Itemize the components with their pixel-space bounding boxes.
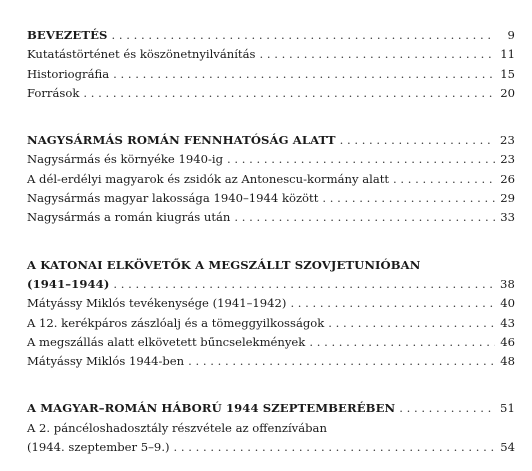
toc-page-number: 26 [500,171,515,186]
dot-leader [328,314,495,333]
toc-entry[interactable] [27,170,515,189]
toc-heading[interactable] [27,26,515,45]
toc-heading[interactable] [27,131,515,150]
toc-entry-label: A 2. páncéloshadosztály részvétele az offenzívában [27,420,327,435]
toc-page-number: 20 [500,85,515,100]
toc-heading-label: A MAGYAR–ROMÁN HÁBORÚ 1944 SZEPTEMBERÉBEN [27,401,396,416]
toc-page-number: 46 [500,334,515,349]
toc-page-number: 48 [500,354,515,369]
dot-leader [113,65,495,84]
toc-heading[interactable] [27,399,515,418]
toc-entry-label: Kutatástörténet és köszönetnyilvánítás [27,47,256,62]
toc-page-number: 23 [500,152,515,167]
toc-page-number: 54 [500,440,515,455]
toc-entry-label: Mátyássy Miklós tevékenysége (1941–1942) [27,296,287,311]
toc-entry-continuation[interactable] [27,438,515,457]
toc-section-hungarian-romanian-war [27,399,515,457]
toc-page-number: 38 [500,276,515,291]
toc-page-number: 9 [507,28,515,42]
toc-entry[interactable] [27,208,515,227]
dot-leader [259,45,495,64]
toc-page-number: 23 [500,133,515,148]
dot-leader [290,294,495,313]
dot-leader [340,131,495,150]
toc-page-number: 11 [500,47,515,62]
toc-entry-label: Mátyássy Miklós 1944-ben [27,354,185,369]
toc-heading-label: BEVEZETÉS [27,28,108,42]
dot-leader [83,84,495,103]
toc-entry-label: Historiográfia [27,66,110,81]
dot-leader [393,170,495,189]
toc-heading[interactable] [27,256,515,275]
toc-section-nagysarmas [27,131,515,227]
toc-entry-label: A dél-erdélyi magyarok és zsidók az Antonescu-kormány alatt [27,171,390,186]
toc-entry[interactable] [27,419,515,438]
toc-entry-label: Nagysármás a román kiugrás után [27,210,231,225]
section-spacer [27,228,515,256]
dot-leader [188,352,495,371]
dot-leader [174,438,495,457]
toc-section-introduction [27,26,515,103]
toc-entry-label: A 12. kerékpáros zászlóalj és a tömeggyilkosságok [27,315,325,330]
toc-heading-label-line2: (1941–1944) [27,276,110,291]
dot-leader [113,275,495,294]
table-of-contents [27,26,515,457]
dot-leader [234,208,495,227]
dot-leader [112,26,495,45]
toc-entry[interactable] [27,294,515,313]
toc-page-number: 29 [500,191,515,206]
toc-entry-label: Források [27,85,80,100]
section-spacer [27,103,515,131]
dot-leader [399,399,495,418]
toc-entry-label-line2: (1944. szeptember 5–9.) [27,440,170,455]
dot-leader [227,150,495,169]
toc-section-military-perpetrators [27,256,515,372]
dot-leader [322,189,495,208]
toc-entry[interactable] [27,45,515,64]
toc-entry-label: Nagysármás és környéke 1940-ig [27,152,224,167]
toc-entry[interactable] [27,84,515,103]
section-spacer [27,371,515,399]
toc-entry[interactable] [27,150,515,169]
toc-entry[interactable] [27,352,515,371]
toc-page-number: 51 [500,401,515,416]
toc-entry-label: Nagysármás magyar lakossága 1940–1944 között [27,191,319,206]
dot-leader [309,333,495,352]
toc-page-number: 40 [500,296,515,311]
toc-page-number: 15 [500,66,515,81]
toc-entry[interactable] [27,189,515,208]
toc-heading-continuation[interactable] [27,275,515,294]
toc-entry[interactable] [27,333,515,352]
toc-entry-label: A megszállás alatt elkövetett bűncselekmények [27,334,306,349]
toc-heading-label: NAGYSÁRMÁS ROMÁN FENNHATÓSÁG ALATT [27,133,336,148]
toc-page-number: 43 [500,315,515,330]
toc-entry[interactable] [27,65,515,84]
toc-entry[interactable] [27,314,515,333]
toc-heading-label: A KATONAI ELKÖVETŐK A MEGSZÁLLT SZOVJETUNIÓBAN [27,257,421,272]
toc-page-number: 33 [500,210,515,225]
